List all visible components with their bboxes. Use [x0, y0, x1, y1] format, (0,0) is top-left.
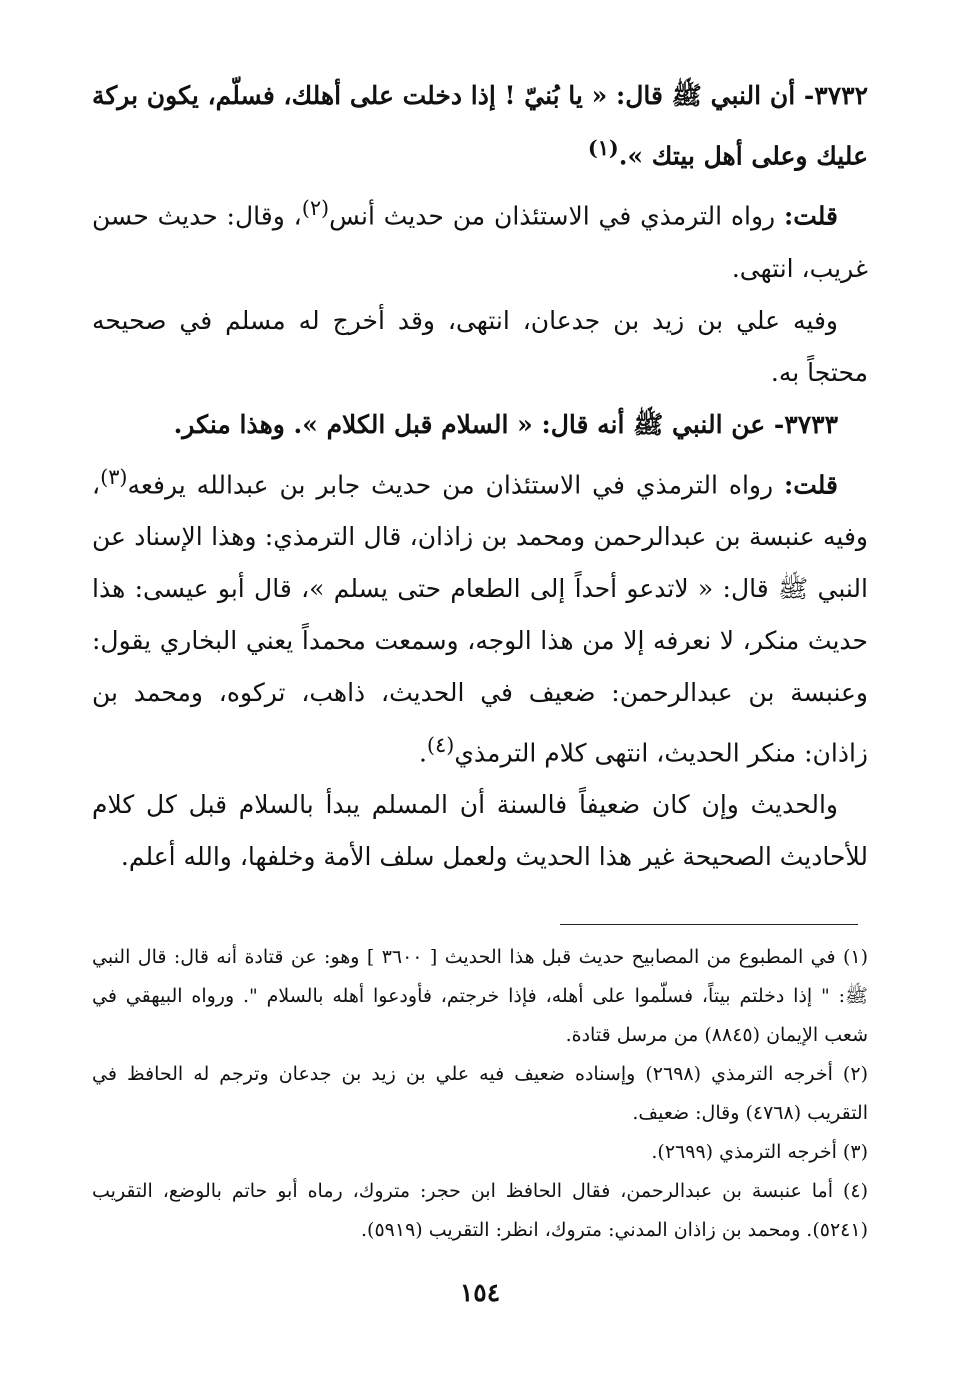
hadith-3733: ٣٧٣٣- عن النبي ﷺ أنه قال: « السلام قبل الكلام ». وهذا منكر.: [173, 409, 838, 439]
footnote-ref-3: (٣): [100, 464, 128, 489]
main-text: [92, 70, 868, 883]
comment-label: قلت:: [783, 201, 838, 231]
conclusion: والحديث وإن كان ضعيفاً فالسنة أن المسلم يبدأ بالسلام قبل كل كلام للأحاديث الصحيحة غير هذا الحديث ولعمل سلف الأمة وخلفها، والله أعلم.: [92, 790, 868, 872]
footnote-ref-1: (١): [587, 135, 619, 160]
comment-2: [92, 451, 868, 780]
hadith-3732: [92, 70, 868, 182]
footnote-1: (١) في المطبوع من المصابيح حديث قبل هذا الحديث [ ٣٦٠٠ ] وهو: عن قتادة أنه قال: قال النبي ﷺ: " إذا دخلتم بيتاً، فسلّموا على أهله، فإذا خرجتم، فأودعوا أهله بالسلام ". ورواه البيهقي في شعب الإيمان (٨٨٤٥) من مرسل قتادة.: [92, 946, 868, 1046]
comment-2-text-a: رواه الترمذي في الاستئذان من حديث جابر بن عبدالله يرفعه: [127, 469, 784, 499]
footnote-ref-4: (٤): [426, 732, 455, 757]
footnote-3: (٣) أخرجه الترمذي (٢٦٩٩).: [651, 1141, 868, 1163]
note-1: وفيه علي بن زيد بن جدعان، انتهى، وقد أخرج له مسلم في صحيحه محتجاً به.: [92, 305, 868, 387]
footnote-2: (٢) أخرجه الترمذي (٢٦٩٨) وإسناده ضعيف فيه علي بن زيد بن جدعان وترجم له الحافظ في التقريب (٤٧٦٨) وقال: ضعيف.: [92, 1063, 868, 1124]
comment-1-text-b: ، وقال: حديث حسن غريب، انتهى.: [92, 201, 868, 283]
footnote-divider: [560, 924, 858, 925]
comment-2-end: .: [418, 738, 427, 768]
page-number: ١٥٤: [459, 1278, 501, 1307]
hadith-3732-text: ٣٧٣٢- أن النبي ﷺ قال: « يا بُنيّ ! إذا دخلت على أهلك، فسلّم، يكون بركة عليك وعلى أهل بيتك ».: [92, 81, 868, 171]
comment-1: [92, 182, 868, 294]
comment-2-text-b: ، وفيه عنبسة بن عبدالرحمن ومحمد بن زاذان، قال الترمذي: وهذا الإسناد عن النبي ﷺ قال: « لاتدعو أحداً إلى الطعام حتى يسلم »، قال أبو عيسى: هذا حديث منكر، لا نعرفه إلا من هذا الوجه، وسمعت محمداً يعني البخاري يقول: وعنبسة بن عبدالرحمن: ضعيف في الحديث، ذاهب، تركوه، ومحمد بن زاذان: منكر الحديث، انتهى كلام الترمذي: [92, 469, 868, 768]
footnotes: [92, 938, 868, 1250]
footnote-4: (٤) أما عنبسة بن عبدالرحمن، فقال الحافظ ابن حجر: متروك، رماه أبو حاتم بالوضع، التقريب (٥٢٤١). ومحمد بن زاذان المدني: متروك، انظر: التقريب (٥٩١٩).: [92, 1180, 868, 1241]
comment-1-text-a: رواه الترمذي في الاستئذان من حديث أنس: [329, 201, 784, 231]
footnote-ref-2: (٢): [301, 196, 330, 221]
comment-label: قلت:: [783, 469, 838, 499]
